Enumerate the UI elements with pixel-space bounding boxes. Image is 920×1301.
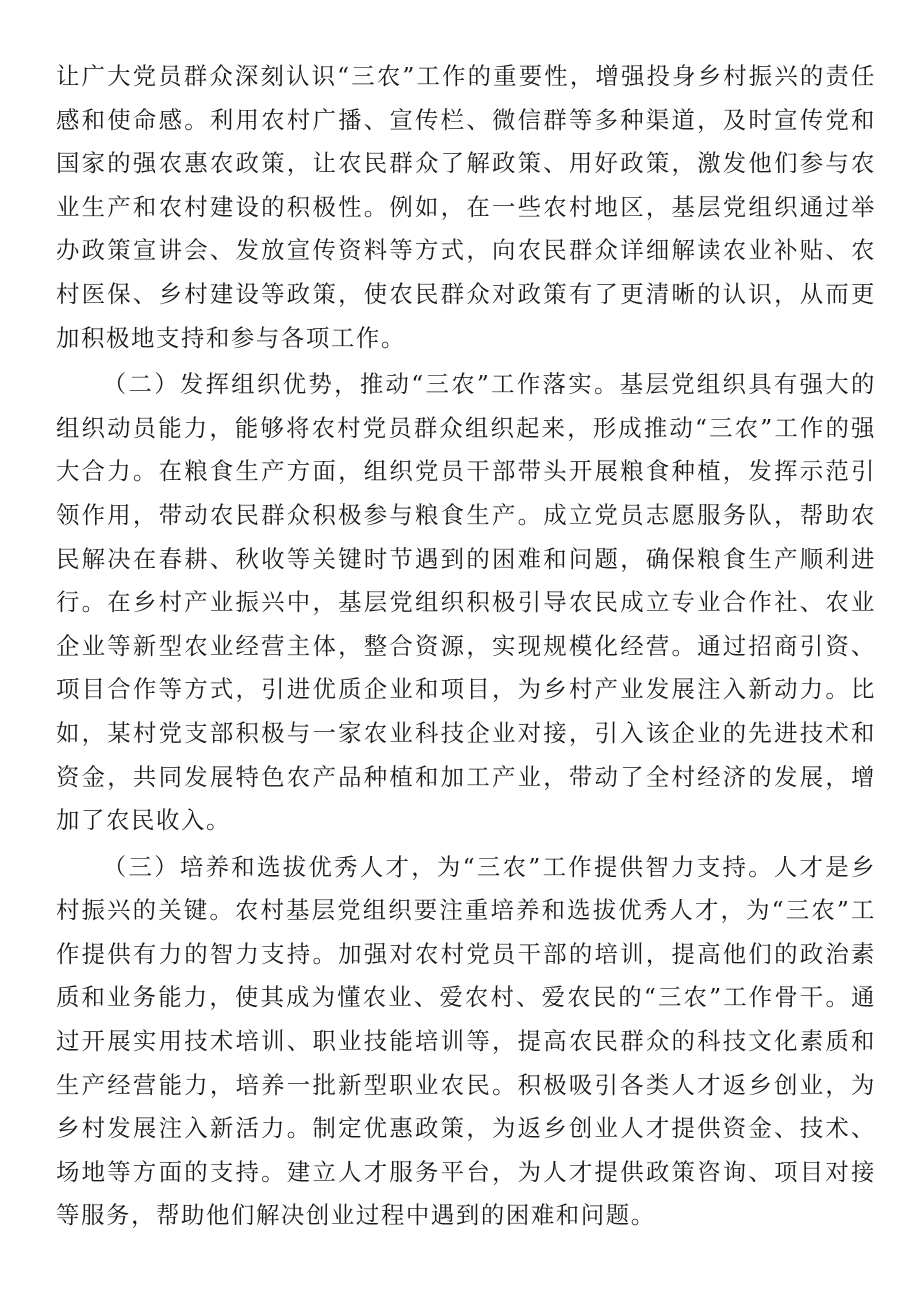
paragraph-section-two: （二）发挥组织优势，推动“三农”工作落实。基层党组织具有强大的组织动员能力，能够将农村党员群众组织起来，形成推动“三农”工作的强大合力。在粮食生产方面，组织党员干部带头开展粮食种植，发挥示范引领作用，带动农民群众积极参与粮食生产。成立党员志愿服务队，帮助农民解决在春耕、秋收等关键时节遇到的困难和问题，确保粮食生产顺利进行。在乡村产业振兴中，基层党组织积极引导农民成立专业合作社、农业企业等新型农业经营主体，整合资源，实现规模化经营。通过招商引资、项目合作等方式，引进优质企业和项目，为乡村产业发展注入新动力。比如，某村党支部积极与一家农业科技企业对接，引入该企业的先进技术和资金，共同发展特色农产品种植和加工产业，带动了全村经济的发展，增加了农民收入。	[56, 370, 876, 835]
paragraph-section-three: （三）培养和选拔优秀人才，为“三农”工作提供智力支持。人才是乡村振兴的关键。农村基层党组织要注重培养和选拔优秀人才，为“三农”工作提供有力的智力支持。加强对农村党员干部的培训，提高他们的政治素质和业务能力，使其成为懂农业、爱农村、爱农民的“三农”工作骨干。通过开展实用技术培训、职业技能培训等，提高农民群众的科技文化素质和生产经营能力，培养一批新型职业农民。积极吸引各类人才返乡创业，为乡村发展注入新活力。制定优惠政策，为返乡创业人才提供资金、技术、场地等方面的支持。建立人才服务平台，为人才提供政策咨询、项目对接等服务，帮助他们解决创业过程中遇到的困难和问题。	[56, 852, 876, 1230]
document-body	[56, 55, 876, 1238]
paragraph-continuation: 让广大党员群众深刻认识“三农”工作的重要性，增强投身乡村振兴的责任感和使命感。利用农村广播、宣传栏、微信群等多种渠道，及时宣传党和国家的强农惠农政策，让农民群众了解政策、用好政策，激发他们参与农业生产和农村建设的积极性。例如，在一些农村地区，基层党组织通过举办政策宣讲会、发放宣传资料等方式，向农民群众详细解读农业补贴、农村医保、乡村建设等政策，使农民群众对政策有了更清晰的认识，从而更加积极地支持和参与各项工作。	[56, 62, 876, 352]
